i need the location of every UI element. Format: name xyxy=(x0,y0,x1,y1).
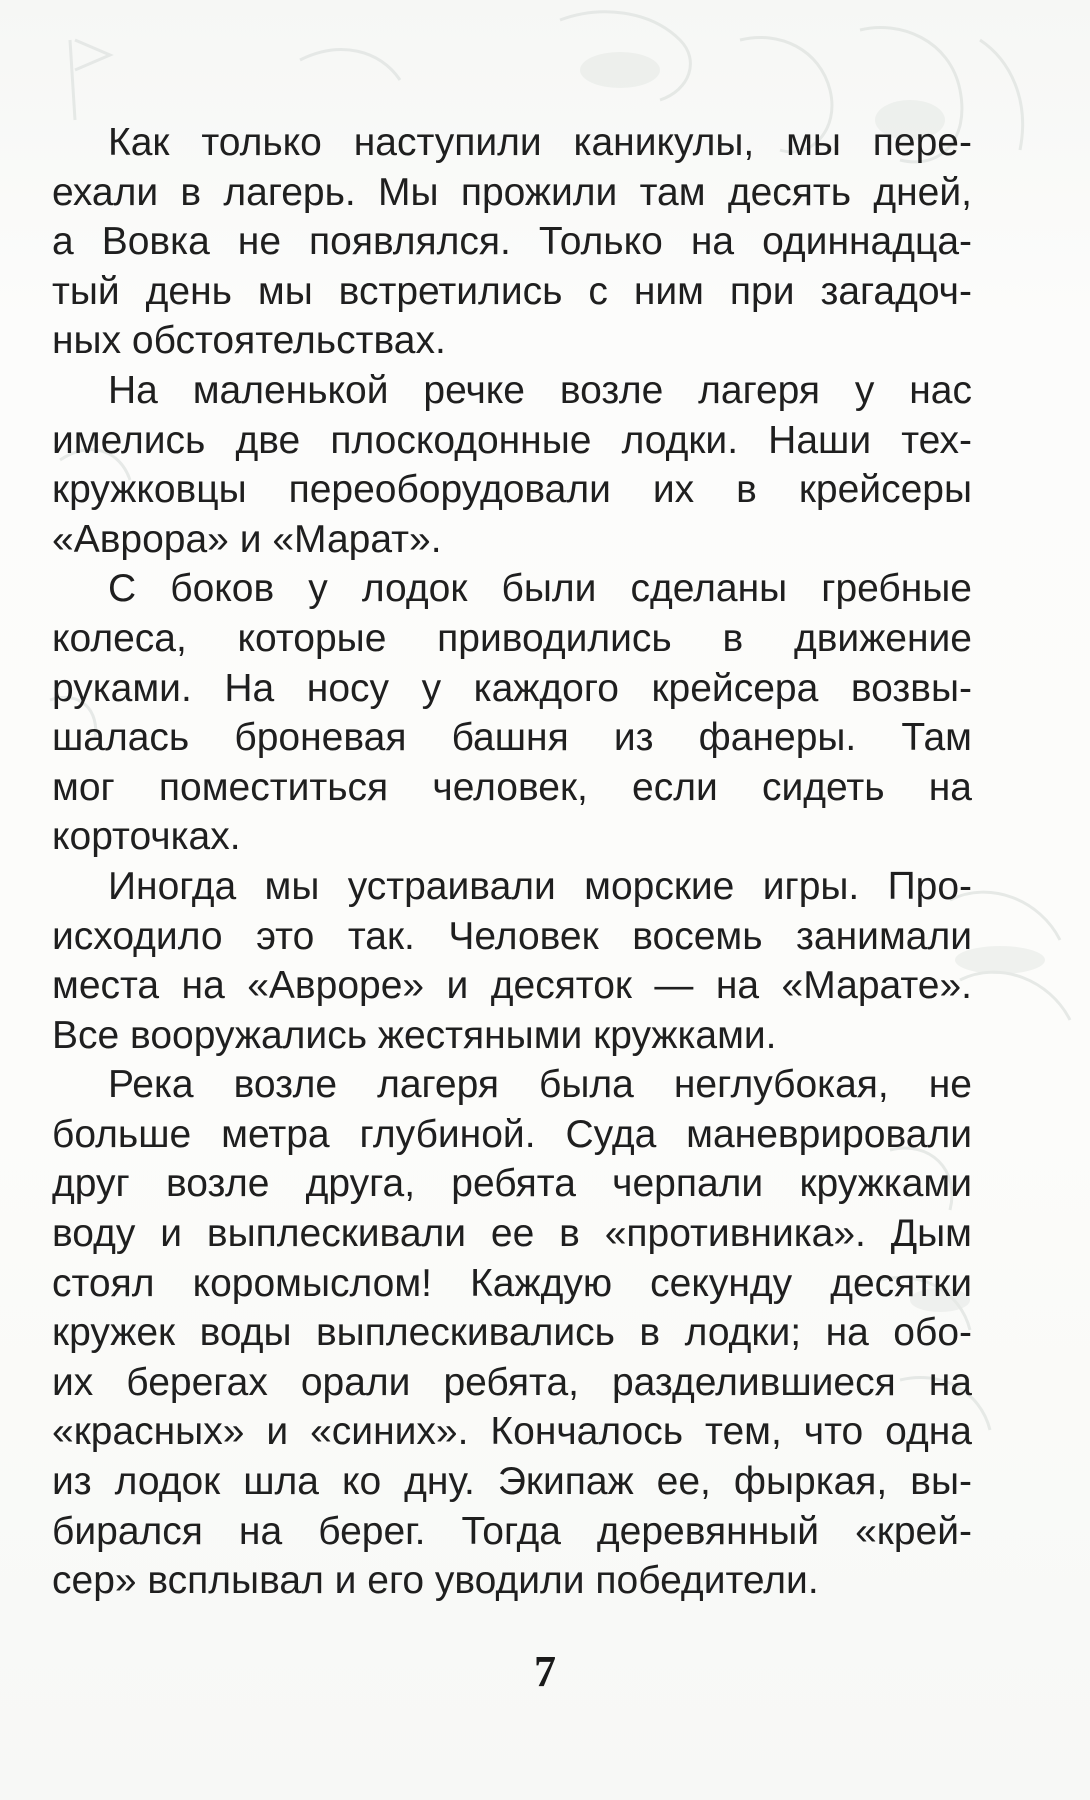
paragraph-2 xyxy=(52,366,972,564)
paragraph-5 xyxy=(52,1060,972,1606)
text-line: из лодок шла ко дну. Экипаж ее, фыркая, вы- xyxy=(52,1460,972,1504)
text-line: имелись две плоскодонные лодки. Наши тех- xyxy=(52,418,972,462)
page-number: 7 xyxy=(534,1647,556,1696)
text-line: Все вооружались жестяными кружками. xyxy=(52,1013,777,1057)
text-line: «красных» и «синих». Кончалось тем, что одна xyxy=(52,1410,972,1454)
paragraph-3 xyxy=(52,564,972,862)
text-line: На маленькой речке возле лагеря у нас xyxy=(108,368,972,412)
text-line: ехали в лагерь. Мы прожили там десять дней, xyxy=(52,170,972,214)
body-text xyxy=(52,118,972,1606)
text-line: воду и выплескивали ее в «противника». Дым xyxy=(52,1212,972,1256)
text-line: корточках. xyxy=(52,815,241,859)
text-line: кружковцы переоборудовали их в крейсеры xyxy=(52,468,972,512)
text-line: мог поместиться человек, если сидеть на xyxy=(52,765,972,809)
text-line: руками. На носу у каждого крейсера возвы- xyxy=(52,666,972,710)
text-line: стоял коромыслом! Каждую секунду десятки xyxy=(52,1261,972,1305)
text-line: сер» всплывал и его уводили победители. xyxy=(52,1559,819,1603)
text-line: шалась броневая башня из фанеры. Там xyxy=(52,716,972,760)
text-line: тый день мы встретились с ним при загадоч- xyxy=(52,269,972,313)
text-line: а Вовка не появлялся. Только на одиннадца- xyxy=(52,220,972,264)
paragraph-4 xyxy=(52,862,972,1060)
text-line: места на «Авроре» и десяток — на «Марате». xyxy=(52,964,972,1008)
paragraph-1 xyxy=(52,118,972,366)
text-line: «Аврора» и «Марат». xyxy=(52,517,442,561)
text-line: исходило это так. Человек восемь занимали xyxy=(52,914,972,958)
text-line: Как только наступили каникулы, мы пере- xyxy=(108,121,972,164)
text-line: колеса, которые приводились в движение xyxy=(52,616,972,660)
text-line: Река возле лагеря была неглубокая, не xyxy=(108,1063,972,1107)
text-line: С боков у лодок были сделаны гребные xyxy=(108,567,972,611)
text-line: больше метра глубиной. Суда маневрировали xyxy=(52,1112,972,1156)
text-line: Иногда мы устраивали морские игры. Про- xyxy=(108,864,972,908)
text-line: бирался на берег. Тогда деревянный «крей- xyxy=(52,1509,972,1553)
text-line: друг возле друга, ребята черпали кружками xyxy=(52,1162,972,1206)
text-line: кружек воды выплескивались в лодки; на обо- xyxy=(52,1311,972,1355)
text-line: их берегах орали ребята, разделившиеся на xyxy=(52,1360,972,1404)
text-line: ных обстоятельствах. xyxy=(52,319,446,363)
